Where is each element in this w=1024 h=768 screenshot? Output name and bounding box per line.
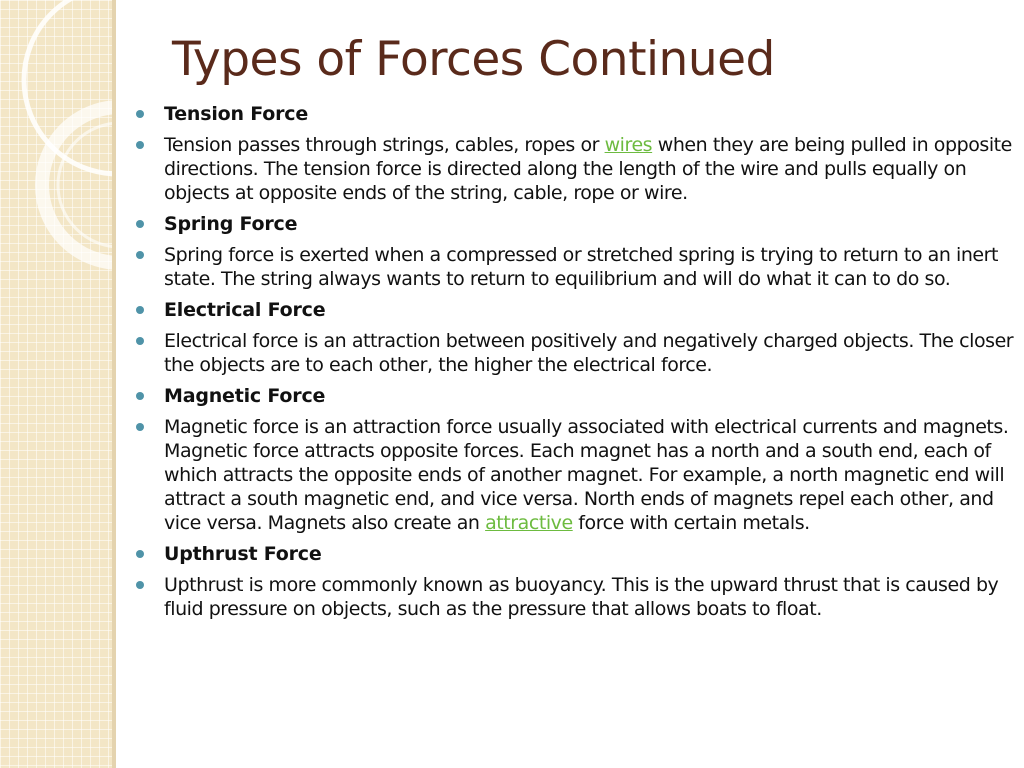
magnetic-text-before: Magnetic force is an attraction force usually associated with electrical currents and magnets. Magnetic force attracts opposite forces. Each magnet has a north and a south end, each of which attracts the opposite ends of another magnet. For example, a north magnetic end will attract a south magnetic end, and vice versa. North ends of magnets repel each other, and vice versa. Magnets also create an: [164, 416, 1009, 534]
electrical-heading: [130, 298, 1014, 322]
decorative-ring-large: [24, 0, 112, 174]
bullet-icon: [136, 220, 144, 228]
side-divider: [112, 0, 116, 768]
bullet-list: [130, 102, 1014, 628]
bullet-icon: [136, 423, 144, 431]
decorative-ring-thick: [42, 107, 112, 263]
electrical-description: [130, 329, 1014, 377]
bullet-icon: [136, 251, 144, 259]
bullet-icon: [136, 110, 144, 118]
tension-text-before: Tension passes through strings, cables, ropes or: [164, 134, 605, 156]
bullet-icon: [136, 141, 144, 149]
upthrust-heading-text: Upthrust Force: [164, 543, 322, 565]
magnetic-heading-text: Magnetic Force: [164, 385, 326, 407]
magnetic-text-after: force with certain metals.: [572, 512, 810, 534]
electrical-text: Electrical force is an attraction between positively and negatively charged objects. The closer the objects are to each other, the higher the electrical force.: [164, 330, 1014, 376]
magnetic-description: [130, 415, 1014, 535]
decorative-side-panel: [0, 0, 112, 768]
spring-text: Spring force is exerted when a compressed or stretched spring is trying to return to an inert state. The string always wants to return to equilibrium and will do what it can to do so.: [164, 244, 999, 290]
tension-description: [130, 133, 1014, 205]
upthrust-text: Upthrust is more commonly known as buoyancy. This is the upward thrust that is caused by fluid pressure on objects, such as the pressure that allows boats to float.: [164, 574, 999, 620]
bullet-icon: [136, 337, 144, 345]
tension-text-after: when they are being pulled in opposite directions. The tension force is directed along the length of the wire and pulls equally on objects at opposite ends of the string, cable, rope or wire.: [164, 134, 1012, 204]
bullet-icon: [136, 581, 144, 589]
wires-link[interactable]: wires: [604, 134, 653, 156]
tension-heading: [130, 102, 1014, 126]
spring-heading-text: Spring Force: [164, 213, 298, 235]
bullet-icon: [136, 392, 144, 400]
upthrust-heading: [130, 542, 1014, 566]
upthrust-description: [130, 573, 1014, 621]
attractive-link[interactable]: attractive: [485, 512, 573, 534]
spring-heading: [130, 212, 1014, 236]
bullet-icon: [136, 550, 144, 558]
electrical-heading-text: Electrical Force: [164, 299, 326, 321]
magnetic-heading: [130, 384, 1014, 408]
decorative-ring-inner: [58, 123, 112, 247]
spring-description: [130, 243, 1014, 291]
slide-title: Types of Forces Continued: [172, 32, 775, 87]
bullet-icon: [136, 306, 144, 314]
decorative-rings: [0, 0, 112, 768]
tension-heading-text: Tension Force: [164, 103, 309, 125]
